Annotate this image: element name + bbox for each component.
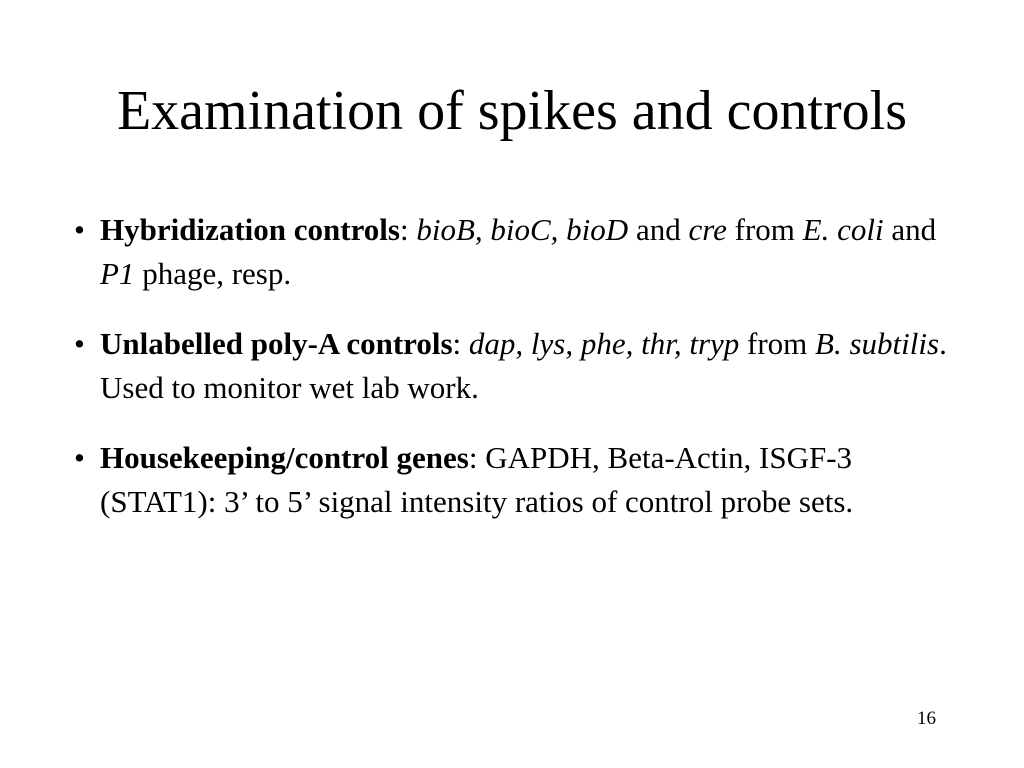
gene-name: cre	[688, 212, 727, 247]
bullet-label: Housekeeping/control genes	[100, 440, 469, 475]
gene-list: dap, lys, phe, thr, tryp	[468, 326, 740, 361]
bullet-poly-a-controls	[72, 322, 963, 410]
bullet-icon: •	[74, 326, 85, 361]
bullet-icon: •	[74, 440, 85, 475]
slide-title: Examination of spikes and controls	[116, 80, 908, 142]
bullet-label: Hybridization controls	[100, 212, 400, 247]
space	[461, 326, 469, 361]
gene-list: bioB, bioC, bioD	[416, 212, 629, 247]
conjunction: and	[628, 212, 689, 247]
bullet-label: Unlabelled poly-A controls	[100, 326, 453, 361]
colon: :	[399, 212, 409, 247]
preposition: from	[739, 326, 816, 361]
bullet-text: GAPDH, Beta-Actin, ISGF-3 (STAT1): 3’ to 5’ signal intensity ratios of control probe sets.	[100, 440, 854, 519]
bullet-housekeeping-genes	[72, 436, 952, 524]
organism-name: B. subtilis	[815, 326, 940, 361]
phage-name: P1	[100, 256, 135, 291]
bullet-text: phage, resp.	[134, 256, 292, 291]
bullet-list	[72, 208, 963, 550]
colon: :	[452, 326, 462, 361]
bullet-hybridization-controls	[72, 208, 952, 296]
preposition: from	[726, 212, 803, 247]
page-number: 16	[917, 708, 936, 729]
colon: :	[468, 440, 478, 475]
bullet-text: . Used to monitor wet lab work.	[100, 326, 963, 405]
organism-name: E. coli	[802, 212, 884, 247]
conjunction: and	[883, 212, 937, 247]
bullet-icon: •	[74, 212, 85, 247]
